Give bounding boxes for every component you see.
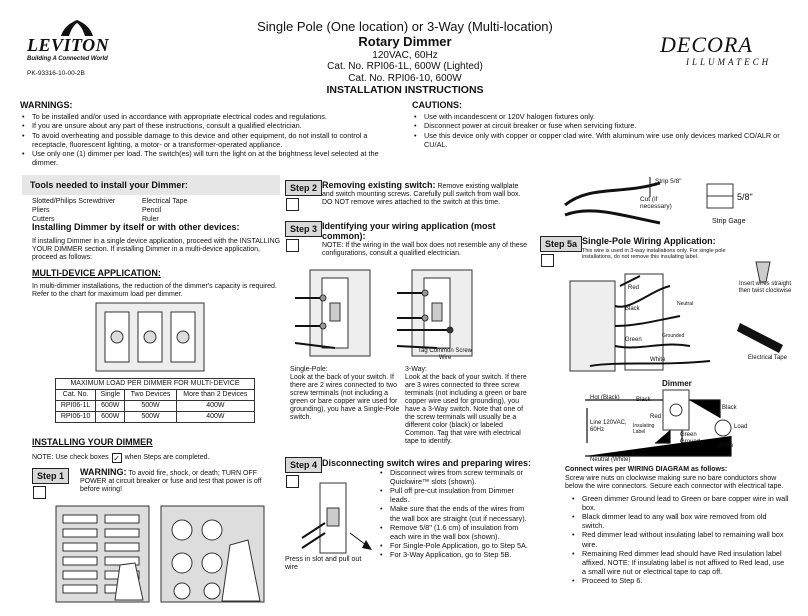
step-4-checkbox[interactable] xyxy=(286,475,299,488)
check-note-b: when Steps are completed. xyxy=(124,453,210,461)
diagram-insulating: Insulating Label xyxy=(633,423,655,435)
part-number: PK-93316-10-00-2B xyxy=(27,70,85,77)
dimmer-plate-1 xyxy=(105,312,129,362)
step-4-item: • Make sure that the ends of the wires from the wall box are straight (cut if necessary). xyxy=(378,504,528,522)
check-sample-box: ✓ xyxy=(113,454,120,463)
warnings-list xyxy=(20,112,390,167)
electrical-tape-icon xyxy=(735,315,790,355)
cautions-section xyxy=(412,100,790,149)
product-name: Rotary Dimmer xyxy=(358,33,452,49)
diagram-black: Black xyxy=(636,397,651,403)
table-cell: RPI06-10 xyxy=(56,412,96,423)
step-1-warning-title: WARNING: xyxy=(80,467,127,477)
diagram-line: Line 120VAC, 60Hz xyxy=(590,420,627,433)
diagram-hot: Hot (Black) xyxy=(590,395,620,401)
step-2-text: Remove existing wallplate and switch mounting screws. Carefully pull switch from wall box. DO NOT remove wires attached to the switch at this time. xyxy=(322,183,521,207)
single-pole-text: Look at the back of your switch. If there are 2 wires connected to two screw terminals (not including a green or bare copper wire used for grounding), you have a Single-Pole switch. xyxy=(290,374,400,422)
step-3-title: Identifying your wiring application (most common): xyxy=(322,221,496,242)
wire-label-green: Green xyxy=(625,337,642,343)
warnings-title: WARNINGS: xyxy=(20,100,73,110)
diagram-red: Red xyxy=(650,414,662,420)
step-5a-list xyxy=(570,494,790,585)
step-1-text: To avoid fire, shock, or death; TURN OFF POWER at circuit breaker or fuse and test that power is off before wiring! xyxy=(80,470,262,494)
step-5a-label: Step 5a xyxy=(540,236,582,252)
lamp-icon xyxy=(715,420,731,436)
tape-label: Electrical Tape xyxy=(748,355,787,361)
decora-logo xyxy=(660,32,780,68)
three-way-block xyxy=(405,366,530,446)
step-5a-checkbox[interactable] xyxy=(541,254,554,267)
fuse-box-illustration xyxy=(160,505,265,603)
tool-item: Pliers xyxy=(32,206,50,214)
multi-device-title: MULTI-DEVICE APPLICATION: xyxy=(32,268,161,278)
other-devices-title: Installing Dimmer by itself or with other devices: xyxy=(32,222,240,232)
step-3-note: NOTE: If the wiring in the wall box does not resemble any of these configurations, consult a qualified electrician. xyxy=(322,242,528,258)
connect-title: Connect wires per WIRING DIAGRAM as follows: xyxy=(565,466,728,473)
diagram-white: White xyxy=(718,443,734,449)
tool-item: Ruler xyxy=(142,215,159,223)
max-load-table xyxy=(55,378,255,423)
decora-sub: ILLUMATECH xyxy=(686,57,772,68)
wire-label-neutral: Neutral xyxy=(677,301,694,307)
strip-measure: 5/8" xyxy=(737,192,753,202)
wire-label-white: White xyxy=(650,357,666,363)
caution-item: • Use this device only with copper or copper clad wire. With aluminum wire use only devices marked CO/ALR or CU/AL. xyxy=(412,131,790,149)
column-header: Single xyxy=(96,390,125,401)
strip-label: Strip 5/8" xyxy=(655,178,682,185)
check-note-a: NOTE: Use check boxes xyxy=(32,453,109,461)
tool-item: Cutters xyxy=(32,215,55,223)
step-4-item: • For Single-Pole Application, go to Step 5A. xyxy=(378,541,528,550)
table-cell: 400W xyxy=(176,401,254,412)
catalog-number-2: Cat. No. RPI06-10, 600W xyxy=(348,72,462,84)
tool-item: Electrical Tape xyxy=(142,198,188,205)
tools-col-2 xyxy=(142,198,242,224)
wire-label-grounded: Grounded xyxy=(662,333,685,339)
diagram-load: Load xyxy=(734,424,748,430)
three-way-title: 3-Way: xyxy=(405,366,427,373)
step-5a-title: Single-Pole Wiring Application: xyxy=(582,236,716,246)
table-caption: MAXIMUM LOAD PER DIMMER FOR MULTI-DEVICE xyxy=(56,379,255,390)
multi-gang-dimmer-illustration xyxy=(95,302,205,372)
caution-item: • Disconnect power at circuit breaker or fuse when servicing fixture. xyxy=(412,121,790,130)
doc-title: INSTALLATION INSTRUCTIONS xyxy=(326,84,484,97)
table-header-row xyxy=(56,390,255,401)
dimmer-plate-3 xyxy=(171,312,195,362)
diagram-neutral: Neutral (White) xyxy=(590,457,631,463)
step-4-item: • Remove 5/8" (1.6 cm) of insulation from each wire in the wall box (shown). xyxy=(378,523,528,541)
arrow-icon xyxy=(362,540,372,550)
step-4-caption: Press in slot and pull out wire xyxy=(285,556,362,572)
step-4-label: Step 4 xyxy=(285,457,322,473)
step-4-title: Disconnecting switch wires and preparing wires: xyxy=(322,458,532,468)
cut-label: Cut (if necessary) xyxy=(640,196,672,211)
step-5a-item: • Proceed to Step 6. xyxy=(570,576,790,585)
installing-title: INSTALLING YOUR DIMMER xyxy=(32,437,153,447)
warning-item: • If you are unsure about any part of these instructions, consult a qualified electrician. xyxy=(20,121,390,130)
step-2-title: Removing existing switch: xyxy=(322,180,436,190)
wire-label-black: Black xyxy=(625,306,640,312)
table-cell: 600W xyxy=(96,401,125,412)
strip-gage-label: Strip Gage xyxy=(712,218,746,225)
table-cell: 500W xyxy=(125,412,176,423)
table-row xyxy=(56,412,255,423)
step-5a-item: • Remaining Red dimmer lead should have Red insulation label affixed. NOTE: If insulating label is not affixed to Red lead, use a small wire nut or electrical tape to cap off. xyxy=(570,549,790,576)
step-2-text-block xyxy=(322,180,532,207)
diagram-black-2: Black xyxy=(722,405,737,411)
step-4-list xyxy=(378,468,528,559)
step-2-checkbox[interactable] xyxy=(286,198,299,211)
step-5a-item: • Black dimmer lead to any wall box wire removed from old switch. xyxy=(570,512,790,530)
wallbox-wiring-illustration xyxy=(560,266,730,376)
step-4-item: • Disconnect wires from screw terminals or Quickwire™ slots (shown). xyxy=(378,468,528,486)
tool-item: Pencil xyxy=(142,206,162,214)
brand-tagline: Building A Connected World xyxy=(27,56,108,62)
single-pole-block xyxy=(290,366,400,422)
dimmer-plate-2 xyxy=(138,312,162,362)
step-3-label: Step 3 xyxy=(285,221,322,237)
document-header xyxy=(240,20,570,96)
other-devices-text: If installing Dimmer in a single device application, proceed with the INSTALLING YOUR DIMMER section. If installing Dimmer in a multi-device application, proceed as follows: xyxy=(32,238,281,262)
tag-common-label: Tag Common Screw Wire xyxy=(417,348,473,361)
step-1-text-block xyxy=(80,467,280,494)
step-2-label: Step 2 xyxy=(285,180,322,196)
breaker-panel-illustration xyxy=(55,505,150,603)
twist-label: Insert wires straight then twist clockwise xyxy=(738,281,792,294)
column-header: Cat. No. xyxy=(56,390,96,401)
cautions-title: CAUTIONS: xyxy=(412,100,462,110)
column-header: More than 2 Devices xyxy=(176,390,254,401)
brand-name: LEVITON xyxy=(27,35,110,55)
table-cell: RPI06-1L xyxy=(56,401,96,412)
wire-label-red: Red xyxy=(628,285,640,291)
diagram-green: Green Ground xyxy=(680,432,701,445)
warnings-section xyxy=(20,100,390,167)
step-5a-item: • Green dimmer Ground lead to Green or bare copper wire in wall box. xyxy=(570,494,790,512)
decora-word: DECORA xyxy=(660,32,753,57)
warning-item: • Use only one (1) dimmer per load. The switch(es) will turn the light on at the brightness level selected at the dimmer. xyxy=(20,149,390,167)
table-row xyxy=(56,401,255,412)
quickwire-slot-illustration xyxy=(300,478,380,558)
step-5a-item: • Red dimmer lead without insulating label to remaining wall box wire. xyxy=(570,530,790,548)
tool-item: Slotted/Philips Screwdriver xyxy=(32,198,116,205)
warning-item: • To be installed and/or used in accordance with appropriate electrical codes and regulations. xyxy=(20,112,390,121)
table-cell: 500W xyxy=(125,401,176,412)
warning-item: • To avoid overheating and possible damage to this device and other equipment, do not install to control a receptacle, fluorescent lighting, a motor- or a transformer-operated appliance. xyxy=(20,131,390,149)
connect-text: Screw wire nuts on clockwise making sure no bare conductors show below the wire connectors. Secure each connector with electrical tape. xyxy=(565,475,784,491)
tools-col-1 xyxy=(32,198,132,224)
cautions-list xyxy=(412,112,790,148)
column-header: Two Devices xyxy=(125,390,176,401)
step-5a-sub: This wire is used in 3-way installations only. For single pole installations, do not remove this insulating label. xyxy=(582,248,726,261)
wiring-diagram-title: Dimmer xyxy=(662,379,692,388)
table-caption-row xyxy=(56,379,255,390)
three-way-text: Look at the back of your switch. If there are 3 wires connected to three screw terminals (not including a green or bare copper wire used for grounding), you have a 3-Way switch. Note that one of the screw terminals will usually be a different color (black) or labeled Common. Tag that wire with electrical tape to identify. xyxy=(405,374,527,446)
step-4-item: • Pull off pre-cut insulation from Dimmer leads. xyxy=(378,486,528,504)
three-way-switch-illustration xyxy=(392,268,487,358)
step-1-checkbox[interactable] xyxy=(33,486,46,499)
tools-title: Tools needed to install your Dimmer: xyxy=(30,180,188,190)
table-cell: 400W xyxy=(176,412,254,423)
multi-device-text: In multi-dimmer installations, the reduction of the dimmer's capacity is required. Refer to the chart for maximum load per dimmer. xyxy=(32,283,277,299)
voltage: 120VAC, 60Hz xyxy=(372,49,438,61)
single-pole-switch-illustration xyxy=(290,268,385,358)
step-4-item: • For 3-Way Application, go to Step 5B. xyxy=(378,550,528,559)
table-cell: 600W xyxy=(96,412,125,423)
step-1-label: Step 1 xyxy=(32,468,69,484)
caution-item: • Use with incandescent or 120V halogen fixtures only. xyxy=(412,112,790,121)
product-title: Single Pole (One location) or 3-Way (Multi-location) xyxy=(257,19,553,34)
check-note xyxy=(32,453,209,463)
catalog-number-1: Cat. No. RPI06-1L, 600W (Lighted) xyxy=(327,61,483,73)
single-pole-title: Single-Pole: xyxy=(290,366,328,373)
step-3-checkbox[interactable] xyxy=(286,239,299,252)
logo-emblem-icon xyxy=(57,20,97,36)
